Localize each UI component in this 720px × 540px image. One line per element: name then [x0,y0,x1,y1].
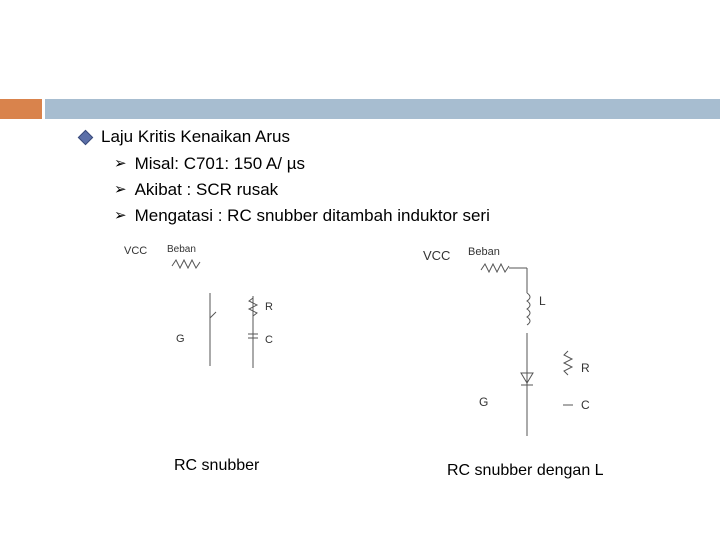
inductor-label: L [539,294,546,308]
sub-bullet-3 [114,205,490,227]
rc-snubber-with-l-diagram [415,238,615,443]
gate-label: G [176,333,185,345]
snubber-resistor-symbol [564,351,572,375]
resistor-label: R [581,361,590,375]
accent-bar-blue [45,99,720,119]
rc-snubber-diagram [110,238,310,378]
gate-tick [210,312,216,318]
capacitor-label: C [265,334,273,346]
arrow-bullet-icon: ➢ [114,155,127,172]
vcc-label: VCC [423,248,451,263]
vcc-label: VCC [124,245,148,257]
accent-bar-orange [0,99,42,119]
diamond-bullet-icon [78,129,94,145]
load-resistor-symbol [172,260,200,268]
title-bullet-text: Laju Kritis Kenaikan Arus [101,127,290,146]
capacitor-label: C [581,398,590,412]
title-bullet [80,126,290,148]
gate-label: G [479,395,489,409]
left-diagram-caption: RC snubber [174,457,260,474]
sub-bullet-2 [114,179,278,201]
resistor-label: R [265,301,273,313]
load-label: Beban [468,246,500,258]
load-label: Beban [167,244,196,255]
sub-bullet-text: Akibat : SCR rusak [134,180,279,199]
inductor-symbol [527,293,530,325]
arrow-bullet-icon: ➢ [114,207,127,224]
arrow-bullet-icon: ➢ [114,181,127,198]
right-diagram-caption: RC snubber dengan L [447,462,604,479]
sub-bullet-1 [114,153,305,175]
load-resistor-symbol [481,264,509,272]
sub-bullet-text: Mengatasi : RC snubber ditambah induktor seri [134,206,490,225]
sub-bullet-text: Misal: C701: 150 A/ µs [134,154,306,173]
